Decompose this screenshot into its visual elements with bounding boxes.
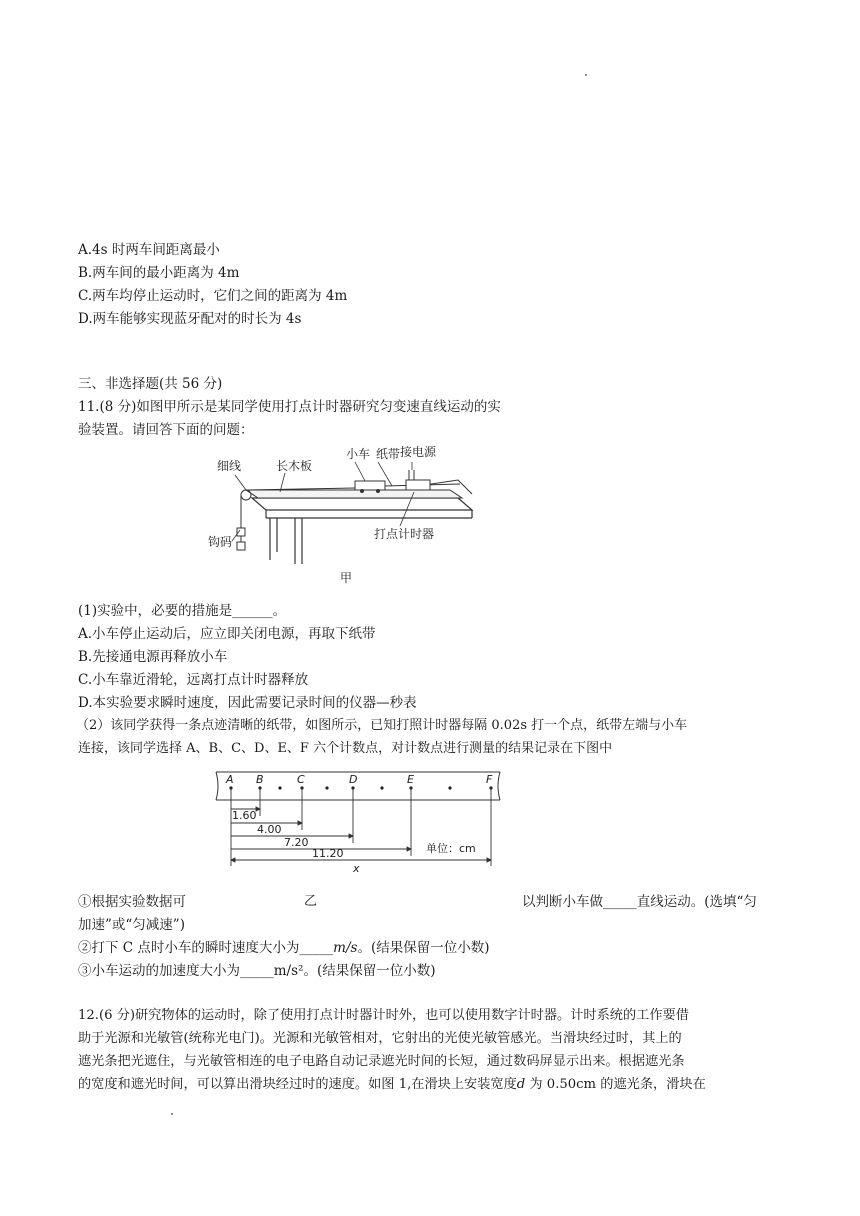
q10-option-d: D.两车能够实现蓝牙配对的时长为 4s [78, 311, 302, 327]
point-a: A [226, 773, 234, 786]
scan-speck [171, 1113, 173, 1115]
q12-line3: 遮光条把光遮住，与光敏管相连的电子电路自动记录遮光时间的长短，通过数码屏显示出来。根据遮光条 [78, 1054, 685, 1069]
label-jiedianyuan: 接电源 [400, 445, 437, 459]
q11-stem-line2: 验装置。请回答下面的问题： [78, 422, 254, 438]
label-dadian: 打点计时器 [374, 527, 435, 541]
q11-s2-pre: ②打下 C 点时小车的瞬时速度大小为_____ [78, 940, 334, 956]
q10-option-a: A.4s 时两车间距离最小 [78, 242, 220, 258]
q11-p1-option-d: D.本实验要求瞬时速度，因此需要记录时间的仪器—秒表 [78, 695, 417, 711]
measure-ad: 7.20 [284, 836, 309, 849]
q12-line4 [78, 1075, 706, 1095]
section-title: 三、非选择题(共 56 分) [78, 376, 223, 392]
q12-line4-pre: 的宽度和遮光时间，可以算出滑块经过时的速度。如图 1,在滑块上安装宽度 [78, 1077, 517, 1092]
measure-ab: 1.60 [232, 809, 257, 822]
q11-s1-line2: 加速”或“匀减速”) [78, 917, 185, 933]
q12-line4-post: 为 0.50cm 的遮光条，滑块在 [525, 1077, 706, 1092]
q11-p1-question: (1)实验中，必要的措施是______。 [78, 603, 287, 619]
q11-s3: ③小车运动的加速度大小为_____m/s²。(结果保留一位小数) [78, 963, 436, 979]
point-d: D [349, 773, 358, 786]
q12-line1: 12.(6 分)研究物体的运动时，除了使用打点计时器计时外，也可以使用数字计时器。计时系统的工作要借 [78, 1008, 689, 1023]
q11-p1-option-b: B.先接通电源再释放小车 [78, 649, 228, 665]
point-f: F [486, 773, 493, 786]
q10-option-c: C.两车均停止运动时，它们之间的距离为 4m [78, 288, 348, 304]
q12-line2: 助于光源和光敏管(统称光电门)。光源和光敏管相对，它射出的光使光敏管感光。当滑块经过时，其上的 [78, 1031, 682, 1046]
label-xiaoche: 小车 [346, 447, 371, 461]
q10-option-b: B.两车间的最小距离为 4m [78, 265, 240, 281]
point-b: B [256, 773, 264, 786]
point-e: E [407, 773, 414, 786]
q11-s1-left: ①根据实验数据可 [78, 894, 186, 910]
label-xixian: 细线 [217, 459, 242, 473]
x-variable: x [353, 862, 360, 875]
label-gouma: 钩码 [208, 535, 233, 549]
q12-var-d: d [516, 1077, 526, 1092]
unit-label: 单位：cm [426, 842, 476, 855]
fig1-caption: 甲 [340, 571, 353, 585]
label-zhidai: 纸带 [376, 447, 401, 461]
q11-s2 [78, 938, 490, 958]
tape-figure [212, 766, 512, 878]
q11-s1-right: 以判断小车做_____直线运动。(选填“匀 [522, 894, 757, 910]
q11-p1-option-a: A.小车停止运动后，应立即关闭电源，再取下纸带 [78, 626, 376, 642]
measure-ae: 11.20 [312, 847, 344, 860]
q11-stem-line1: 11.(8 分)如图甲所示是某同学使用打点计时器研究匀变速直线运动的实 [78, 399, 501, 415]
apparatus-figure [200, 440, 490, 590]
measure-ac: 4.00 [257, 823, 282, 836]
q11-p1-option-c: C.小车靠近滑轮，远离打点计时器释放 [78, 672, 309, 688]
q11-p2-line1: （2）该同学获得一条点迹清晰的纸带，如图所示，已知打照计时器每隔 0.02s 打一个点，纸带左端与小车 [76, 718, 688, 733]
q11-p2-line2: 连接，该同学选择 A、B、C、D、E、F 六个计数点，对计数点进行测量的结果记录在下图中 [78, 741, 613, 756]
scan-speck [585, 74, 587, 76]
fig2-caption: 乙 [304, 894, 318, 909]
label-changmuban: 长木板 [276, 459, 313, 473]
point-c: C [297, 773, 305, 786]
q11-s2-post: 。(结果保留一位小数) [357, 940, 490, 956]
q11-s2-unit: m/s [333, 940, 358, 956]
